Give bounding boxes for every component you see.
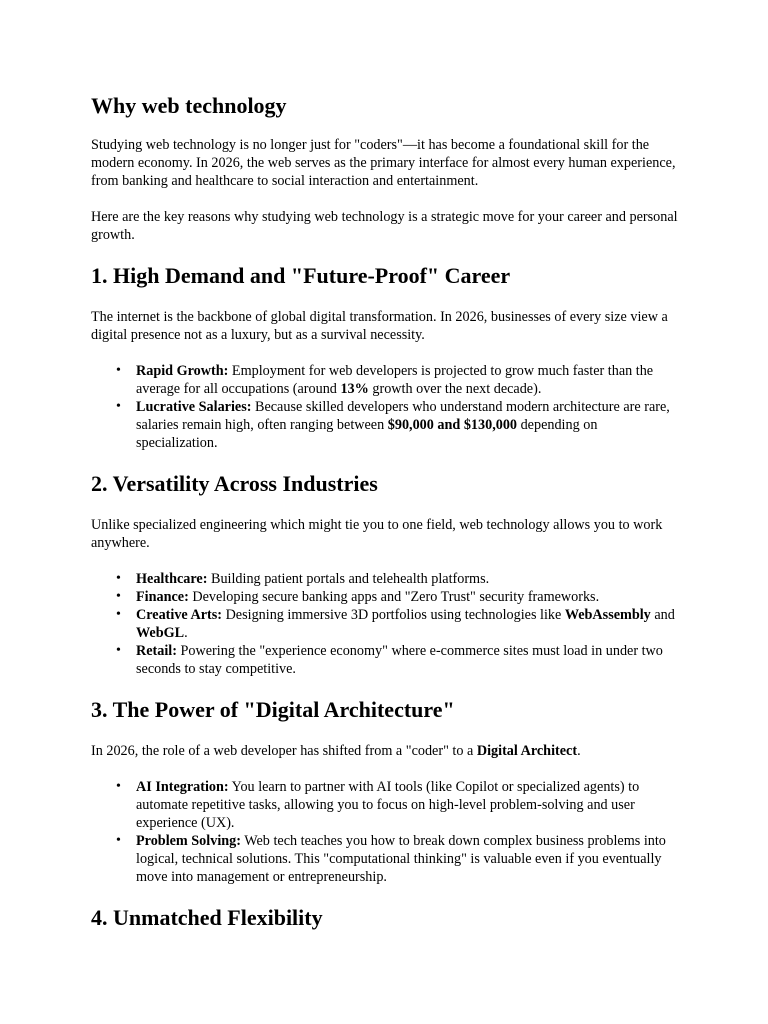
paragraph-emphasis: Digital Architect bbox=[476, 743, 578, 759]
list-item-emphasis: $90,000 and $130,000 bbox=[387, 417, 518, 433]
list-item-text: Web tech teaches you how to break down complex business problems into logical, technical solutions. This "computational thinking" is valuable even if you eventually move into management or entrepreneurship. bbox=[136, 833, 666, 885]
section-heading-4: 4. Unmatched Flexibility bbox=[91, 905, 323, 930]
bullet-icon: • bbox=[116, 363, 121, 378]
bullet-icon: • bbox=[116, 833, 121, 848]
list-item bbox=[116, 778, 680, 832]
bullet-icon: • bbox=[116, 571, 121, 586]
list-item-text: Powering the "experience economy" where e-commerce sites must load in under two seconds to stay competitive. bbox=[136, 643, 663, 677]
paragraph-text: . bbox=[577, 743, 581, 759]
list-item-text: depending on specialization. bbox=[136, 417, 598, 451]
section-2-paragraph: Unlike specialized engineering which might tie you to one field, web technology allows you to work anywhere. bbox=[91, 517, 663, 551]
list-item-term: Problem Solving: bbox=[136, 833, 241, 849]
list-item-text: . bbox=[184, 625, 188, 641]
paragraph-text: In 2026, the role of a web developer has shifted from a "coder" to a bbox=[91, 743, 477, 759]
list-item bbox=[116, 570, 680, 588]
list-item-text: Because skilled developers who understand modern architecture are rare, salaries remain high, often ranging between bbox=[136, 399, 670, 433]
list-item-text: You learn to partner with AI tools (like Copilot or specialized agents) to automate repetitive tasks, allowing you to focus on high-level problem-solving and user experience (UX). bbox=[136, 779, 640, 831]
bullet-icon: • bbox=[116, 779, 121, 794]
list-item-term: AI Integration: bbox=[136, 779, 229, 795]
list-item-text: Designing immersive 3D portfolios using technologies like bbox=[222, 607, 565, 623]
bullet-icon: • bbox=[116, 607, 121, 622]
list-item bbox=[116, 606, 680, 642]
section-2-list bbox=[91, 570, 680, 678]
list-item-text: Developing secure banking apps and "Zero Trust" security frameworks. bbox=[188, 589, 600, 605]
list-item bbox=[116, 398, 680, 452]
section-1-list bbox=[91, 362, 680, 452]
list-item-text: and bbox=[650, 607, 675, 623]
list-item-term: Retail: bbox=[136, 643, 177, 659]
list-item-emphasis: WebAssembly bbox=[564, 607, 651, 623]
list-item-term: Healthcare: bbox=[136, 571, 208, 587]
list-item-term: Rapid Growth: bbox=[136, 363, 229, 379]
list-item-term: Finance: bbox=[136, 589, 189, 605]
section-1-paragraph: The internet is the backbone of global digital transformation. In 2026, businesses of every size view a digital presence not as a luxury, but as a survival necessity. bbox=[91, 309, 668, 343]
bullet-icon: • bbox=[116, 399, 121, 414]
list-item-emphasis: 13% bbox=[340, 381, 369, 397]
intro-paragraph-1: Studying web technology is no longer just for "coders"—it has become a foundational skill for the modern economy. In 2026, the web serves as the primary interface for almost every human experience, from banking and healthcare to social interaction and entertainment. bbox=[91, 137, 676, 189]
list-item bbox=[116, 588, 680, 606]
section-3-paragraph bbox=[91, 742, 680, 760]
list-item-emphasis: WebGL bbox=[136, 625, 185, 641]
list-item bbox=[116, 642, 680, 678]
section-heading-1: 1. High Demand and "Future-Proof" Career bbox=[91, 263, 511, 288]
list-item bbox=[116, 832, 680, 886]
list-item-text: Building patient portals and telehealth platforms. bbox=[207, 571, 490, 587]
bullet-icon: • bbox=[116, 643, 121, 658]
section-heading-2: 2. Versatility Across Industries bbox=[91, 471, 378, 496]
list-item-term: Lucrative Salaries: bbox=[136, 399, 252, 415]
section-3-list bbox=[91, 778, 680, 886]
page-title: Why web technology bbox=[91, 93, 287, 118]
list-item-text: growth over the next decade). bbox=[368, 381, 542, 397]
list-item-term: Creative Arts: bbox=[136, 607, 223, 623]
section-heading-3: 3. The Power of "Digital Architecture" bbox=[91, 697, 455, 722]
intro-paragraph-2: Here are the key reasons why studying web technology is a strategic move for your career and personal growth. bbox=[91, 209, 678, 243]
list-item-text: Employment for web developers is projected to grow much faster than the average for all occupations (around bbox=[136, 363, 654, 397]
bullet-icon: • bbox=[116, 589, 121, 604]
list-item bbox=[116, 362, 680, 398]
